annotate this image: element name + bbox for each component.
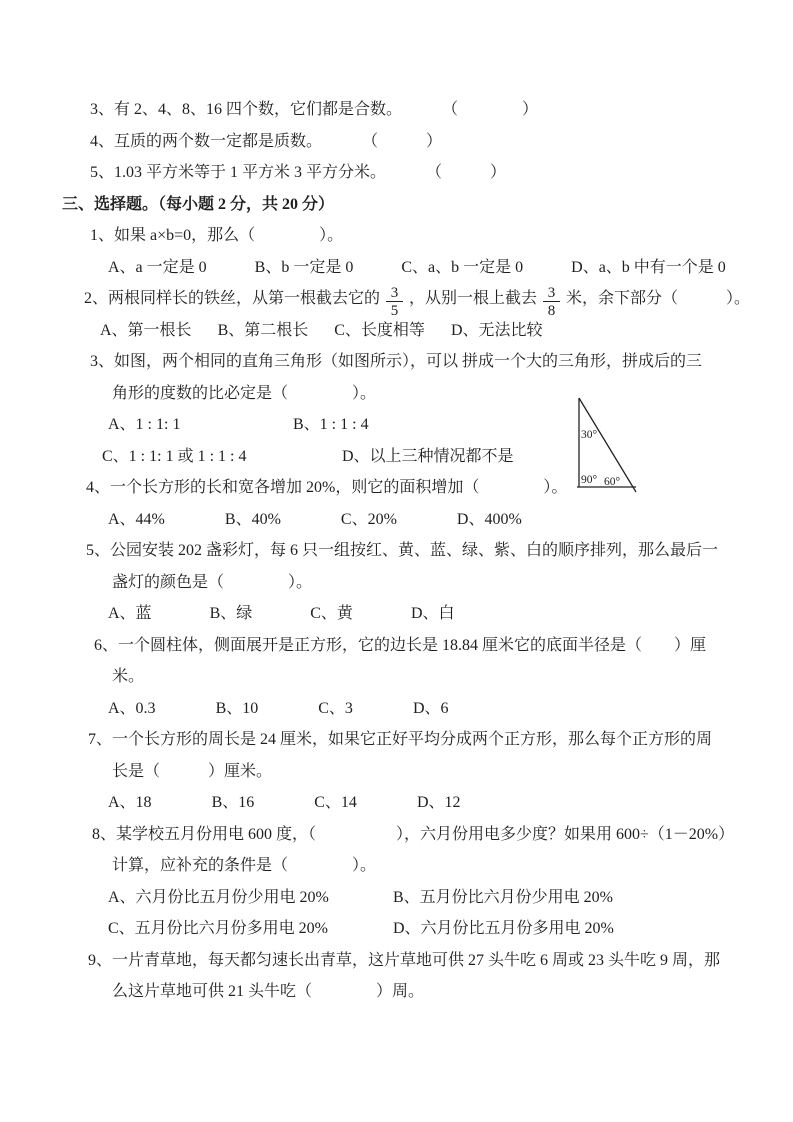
q5-stem-line2: 盏灯的颜色是（ ）。 (112, 573, 313, 591)
tf-item-3-text: 3、有 2、4、8、16 四个数，它们都是合数。 (90, 101, 403, 118)
q9-stem-line2: 么这片草地可供 21 头牛吃（ ）周。 (112, 983, 425, 1000)
q2-choice-b: B、第二根长 (217, 321, 309, 339)
triangle-angle-top-label: 30° (581, 429, 598, 441)
q3-choices-cd (62, 441, 775, 473)
q4-choice-b: B、40% (224, 510, 281, 528)
q3-choice-a: A、1 : 1: 1 (108, 416, 181, 433)
q4-choices (62, 504, 775, 536)
right-triangle-drawing (575, 393, 641, 495)
q4-choice-c: C、20% (340, 510, 397, 528)
q8-choice-c: C、五月份比六月份多用电 20% (108, 920, 329, 937)
tf-item-4 (62, 126, 775, 158)
q2-choice-c: C、长度相等 (334, 321, 425, 339)
q7-choice-a: A、18 (108, 794, 152, 811)
tf-item-3 (62, 94, 775, 126)
q3-stem-line2: 角形的度数的比必定是（ ）。 (112, 384, 377, 402)
q1-choice-d: D、a、b 中有一个是 0 (571, 258, 726, 276)
q7-choice-d: D、12 (416, 794, 461, 811)
tf-item-5-answer-blank: （ ） (434, 164, 507, 181)
q3-choice-d: D、以上三种情况都不是 (342, 447, 514, 465)
q3-choices-ab (62, 409, 775, 441)
right-triangle-figure (575, 393, 641, 495)
q1-choices (62, 252, 775, 284)
q8-stem-line2: 计算，应补充的条件是（ ）。 (112, 857, 377, 874)
tf-item-4-answer-blank: （ ） (370, 132, 443, 150)
tf-item-5 (62, 157, 775, 189)
q6-choice-b: B、10 (215, 699, 259, 717)
q2-stem-mid: ，从别一根上截去 (409, 290, 538, 307)
q2-choice-a: A、第一根长 (100, 321, 192, 339)
q2-choice-d: D、无法比较 (450, 321, 543, 339)
q2-stem-prefix: 2、两根同样长的铁丝，从第一根截去它的 (84, 290, 381, 307)
q5-choice-d: D、白 (410, 605, 455, 622)
q5-choice-b: B、绿 (209, 605, 253, 622)
q2-stem-suffix: 米，余下部分（ ）。 (566, 290, 751, 307)
triangle-angle-left-label: 90° (581, 474, 598, 486)
q7-choice-b: B、16 (211, 794, 255, 811)
tf-item-4-text: 4、互质的两个数一定都是质数。 (90, 132, 323, 150)
q4-stem: 4、一个长方形的长和宽各增加 20%，则它的面积增加（ ）。 (86, 479, 568, 496)
q9-stem-line1: 9、一片青草地，每天都匀速长出青草，这片草地可供 27 头牛吃 6 周或 23 头牛吃 9 周，那 (88, 951, 721, 969)
q5-choice-c: C、黄 (310, 605, 353, 622)
tf-item-5-text: 5、1.03 平方米等于 1 平方米 3 平方分米。 (90, 164, 387, 181)
q5-choice-a: A、蓝 (108, 605, 152, 622)
q6-stem-line1: 6、一个圆柱体，侧面展开是正方形，它的边长是 18.84 厘米它的底面半径是（ ）厘 (94, 636, 707, 654)
section-three-header: 三、选择题。（每小题 2 分，共 20 分） (62, 195, 335, 213)
q7-stem-line2: 长是（ ）厘米。 (112, 762, 273, 780)
q8-stem-line1: 8、某学校五月份用电 600 度，（ ），六月份用电多少度？如果用 600÷（1－20%） (92, 825, 735, 843)
q4-choice-a: A、44% (108, 510, 165, 528)
q8-choice-b: B、五月份比六月份少用电 20% (393, 888, 614, 906)
q8-choice-a: A、六月份比五月份少用电 20% (108, 888, 329, 906)
q6-choice-d: D、6 (412, 699, 449, 717)
q3-stem-line1: 3、如图，两个相同的直角三角形（如图所示），可以 拼成一个大的三角形，拼成后的三 (90, 353, 703, 370)
q5-choices (62, 598, 775, 630)
tf-item-3-answer-blank: （ ） (450, 101, 539, 118)
q8-choices-ab (62, 882, 775, 914)
triangle-angle-right-label: 60° (604, 476, 621, 488)
q5-stem-line1: 5、公园安装 202 盏彩灯，每 6 只一组按红、黄、蓝、绿、紫、白的顺序排列，那么最后一 (86, 542, 719, 559)
q8-choices-cd (62, 913, 775, 945)
fraction-numerator: 3 (543, 285, 560, 302)
q1-stem: 1、如果 a×b=0，那么（ ）。 (90, 227, 344, 244)
q7-choices (62, 787, 775, 819)
fraction-numerator: 3 (386, 285, 403, 302)
q4-choice-d: D、400% (456, 510, 522, 528)
q6-choices (62, 693, 775, 725)
fraction-three-fifths (386, 285, 403, 319)
q7-stem-line1: 7、一个长方形的周长是 24 厘米，如果它正好平均分成两个正方形，那么每个正方形的周 (88, 731, 713, 748)
q2-stem (62, 283, 775, 319)
q3-choice-c: C、1 : 1: 1 或 1 : 1 : 4 (102, 447, 247, 465)
q7-choice-c: C、14 (314, 794, 357, 811)
q6-choice-a: A、0.3 (108, 699, 156, 717)
q6-choice-c: C、3 (318, 699, 353, 717)
q2-choices (62, 315, 775, 347)
q8-choice-d: D、六月份比五月份多用电 20% (393, 920, 614, 937)
q6-stem-line2: 米。 (112, 668, 145, 685)
fraction-denominator: 8 (547, 303, 556, 319)
q1-choice-a: A、a 一定是 0 (108, 258, 207, 276)
fraction-three-eighths (543, 285, 560, 319)
q1-choice-b: B、b 一定是 0 (254, 258, 354, 276)
q3-choice-b: B、1 : 1 : 4 (293, 416, 369, 433)
fraction-denominator: 5 (390, 303, 399, 319)
q1-choice-c: C、a、b 一定是 0 (401, 258, 524, 276)
